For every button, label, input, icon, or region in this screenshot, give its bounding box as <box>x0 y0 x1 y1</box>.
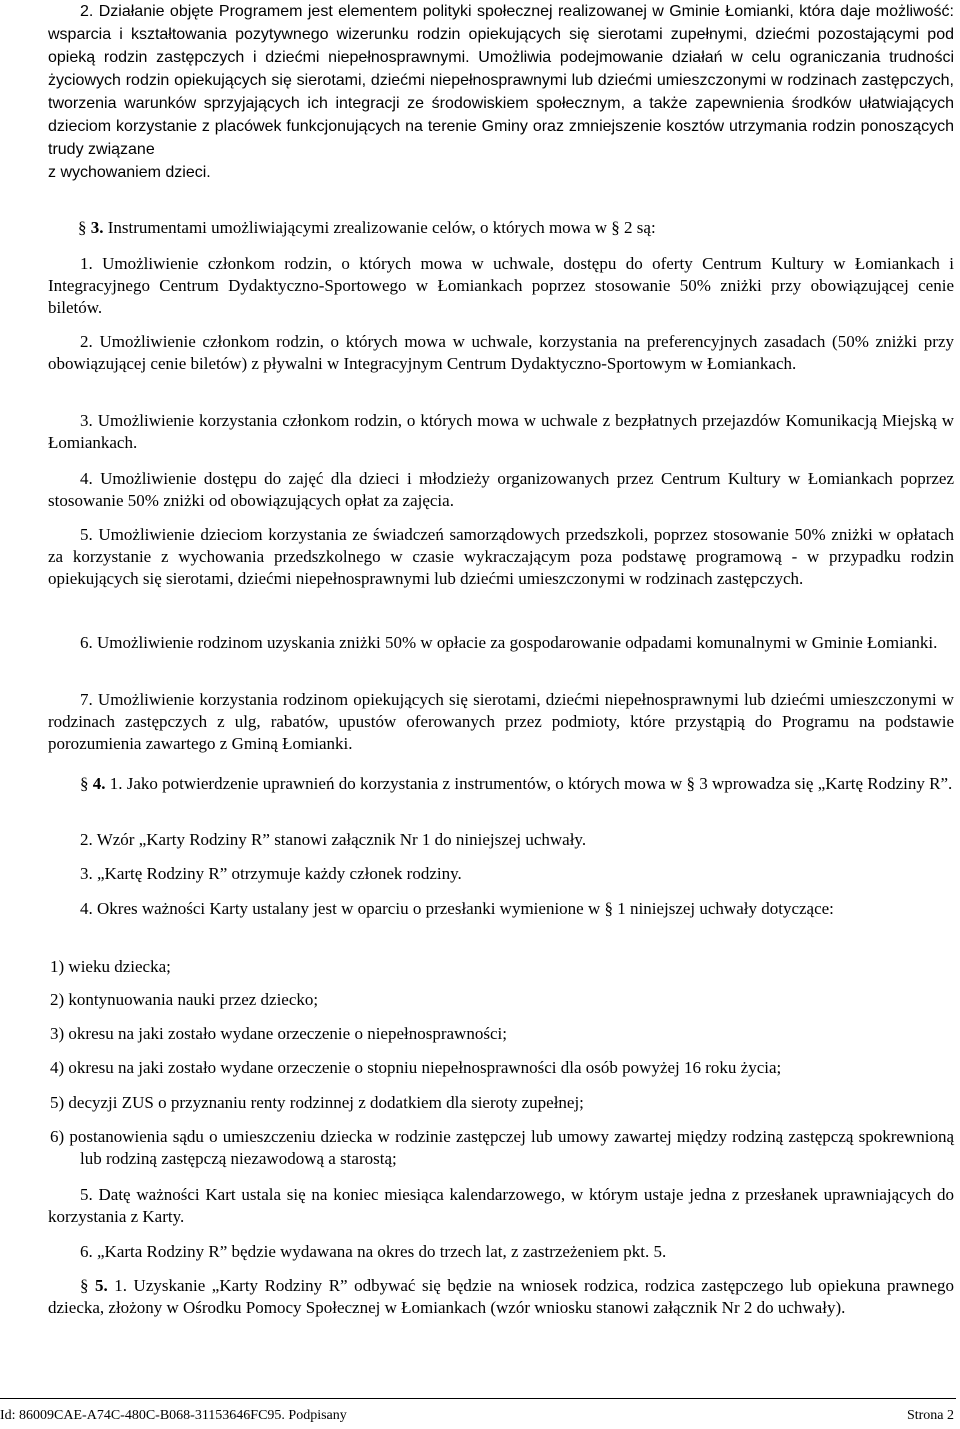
document-id: Id: 86009CAE-A74C-480C-B068-31153646FC95. Podpisany <box>0 1408 347 1423</box>
paragraph-3-item-6: 6. Umożliwienie rodzinom uzyskania zniżki 50% w opłacie za gospodarowanie odpadami komunalnymi w Gminie Łomianki. <box>80 633 938 652</box>
paragraph-3-text: Instrumentami umożliwiającymi zrealizowanie celów, o których mowa w § 2 są: <box>107 218 656 237</box>
paragraph-3-item-2: 2. Umożliwienie członkom rodzin, o których mowa w uchwale, korzystania na preferencyjnych zasadach (50% zniżki przy obowiązującej cenie biletów) z pływalni w Integracyjnym Centrum Dydaktyczno-Sportowym w Łomiankach. <box>48 332 954 373</box>
paragraph-4-item-6: 6. „Karta Rodziny R” będzie wydawana na okres do trzech lat, z zastrzeżeniem pkt. 5. <box>80 1242 667 1261</box>
paragraph-5-number: 5. <box>95 1276 108 1295</box>
paragraph-3-number: 3. <box>90 218 104 237</box>
paragraph-3-heading <box>48 217 954 239</box>
paragraph-4-item-3: 3. „Kartę Rodziny R” otrzymuje każdy członek rodziny. <box>80 864 462 883</box>
validity-condition-2: 2) kontynuowania nauki przez dziecko; <box>50 990 319 1009</box>
paragraph-4-item-2: 2. Wzór „Karty Rodziny R” stanowi załącznik Nr 1 do niniejszej uchwały. <box>80 830 587 849</box>
validity-condition-6: 6) postanowienia sądu o umieszczeniu dziecka w rodzinie zastępczej lub umowy zawartej między rodziną zastępczą spokrewnioną lub rodziną zastępczą niezawodową a starostą; <box>50 1127 954 1168</box>
paragraph-4-item-5: 5. Datę ważności Kart ustala się na koniec miesiąca kalendarzowego, w którym ustaje jedna z przesłanek uprawniających do korzystania z Karty. <box>48 1185 954 1226</box>
paragraph-5-text: 1. Uzyskanie „Karty Rodziny R” odbywać się będzie na wniosek rodzica, rodzica zastępczego lub opiekuna prawnego dziecka, złożony w Ośrodku Pomocy Społecznej w Łomiankach (wzór wniosku stanowi załącznik Nr 2 do uchwały). <box>48 1276 954 1317</box>
paragraph-4-number: 4. <box>92 774 106 793</box>
footer-divider <box>0 1398 956 1399</box>
validity-condition-4: 4) okresu na jaki zostało wydane orzeczenie o stopniu niepełnosprawności dla osób powyżej 16 roku życia; <box>50 1058 782 1077</box>
section-symbol: § <box>80 1276 89 1295</box>
paragraph-3-item-7: 7. Umożliwienie korzystania rodzinom opiekujących się sierotami, dziećmi niepełnosprawnymi lub dziećmi umieszczonymi w rodzinach zastępczych z ulg, rabatów, upustów oferowanych przez podmioty, które przystąpią do Programu na podstawie porozumienia zawartego z Gminą Łomianki. <box>48 690 954 753</box>
paragraph-3-item-3: 3. Umożliwienie korzystania członkom rodzin, o których mowa w uchwale z bezpłatnych przejazdów Komunikacją Miejską w Łomiankach. <box>48 411 954 452</box>
paragraph-4-heading <box>48 773 954 795</box>
validity-condition-5: 5) decyzji ZUS o przyznaniu renty rodzinnej z dodatkiem dla sieroty zupełnej; <box>50 1093 584 1112</box>
validity-condition-1: 1) wieku dziecka; <box>50 957 171 976</box>
validity-condition-3: 3) okresu na jaki zostało wydane orzeczenie o niepełnosprawności; <box>50 1024 507 1043</box>
paragraph-4-item-4: 4. Okres ważności Karty ustalany jest w oparciu o przesłanki wymienione w § 1 niniejszej uchwały dotyczące: <box>80 899 834 918</box>
paragraph-3-item-1: 1. Umożliwienie członkom rodzin, o których mowa w uchwale, dostępu do oferty Centrum Kultury w Łomiankach i Integracyjnego Centrum Dydaktyczno-Sportowego w Łomiankach poprzez stosowanie 50% zniżki przy obowiązującej cenie biletów. <box>48 254 954 317</box>
section-2-text: 2. Działanie objęte Programem jest elementem polityki społecznej realizowanej w Gminie Łomianki, która daje możliwość: wsparcia i kształtowania pozytywnego wizerunku rodzin opiekujących się sierotami zupełnymi, dziećmi pozostającymi pod opieką rodzin zastępczych i dziećmi niepełnosprawnymi. Umożliwia podejmowanie działań w celu ograniczania trudności życiowych rodzin opiekujących się sierotami, dziećmi niepełnosprawnymi lub dziećmi umieszczonymi w rodzinach zastępczych, tworzenia warunków sprzyjających ich integracji ze środowiskiem społecznym, a także zapewnienia środków ułatwiających dzieciom korzystanie z placówek funkcjonujących na terenie Gminy oraz zmniejszenie kosztów utrzymania rodzin ponoszących trudy związane <box>48 3 954 158</box>
paragraph-5 <box>48 1275 954 1319</box>
section-symbol: § <box>80 774 89 793</box>
paragraph-4-text: 1. Jako potwierdzenie uprawnień do korzystania z instrumentów, o których mowa w § 3 wprowadza się „Kartę Rodziny R”. <box>109 774 953 793</box>
paragraph-3-item-5: 5. Umożliwienie dzieciom korzystania ze świadczeń samorządowych przedszkoli, poprzez stosowanie 50% zniżki w opłatach za korzystanie z wychowania przedszkolnego w czasie wykraczającym poza podstawę programową - w przypadku rodzin opiekujących się sierotami, dziećmi niepełnosprawnymi lub dziećmi umieszczonymi w rodzinach zastępczych. <box>48 525 954 588</box>
section-2-tail: z wychowaniem dzieci. <box>48 164 211 181</box>
page-number: Strona 2 <box>906 1408 954 1423</box>
section-2-paragraph <box>48 0 954 184</box>
paragraph-3-item-4: 4. Umożliwienie dostępu do zajęć dla dzieci i młodzieży organizowanych przez Centrum Kultury w Łomiankach poprzez stosowanie 50% zniżki od obowiązujących opłat za zajęcia. <box>48 469 954 510</box>
section-symbol: § <box>78 218 87 237</box>
